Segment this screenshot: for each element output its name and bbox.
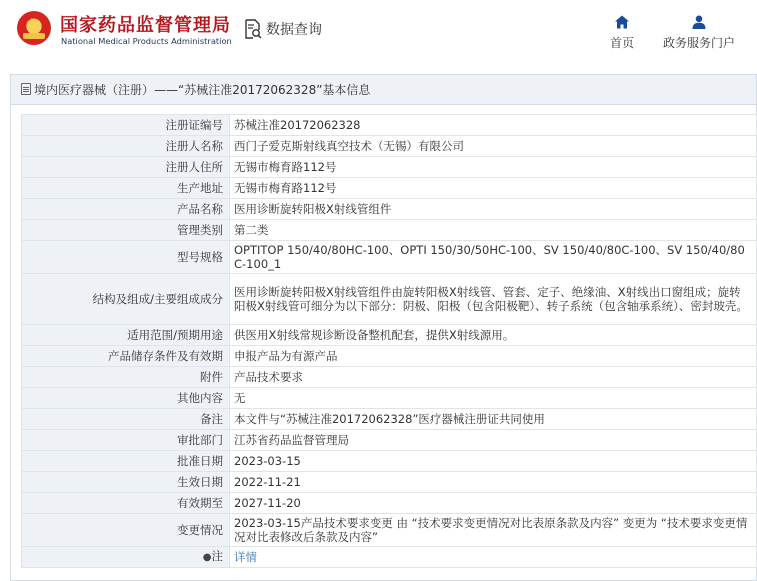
document-icon: [21, 83, 31, 95]
row-value: 无锡市梅育路112号: [230, 157, 757, 178]
row-label: 注册人名称: [22, 136, 230, 157]
search-document-icon: [244, 19, 262, 39]
table-row: [22, 115, 757, 136]
row-label: 其他内容: [22, 388, 230, 409]
emblem-base: [23, 33, 45, 39]
row-value: 医用诊断旋转阳极X射线管组件由旋转阳极X射线管、管套、定子、绝缘油、X射线出口窗组成；旋转阳极X射线管可细分为以下部分：阴极、阳极（包含阳极靶）、转子系统（包含轴承系统）、密封玻壳。: [230, 274, 757, 325]
nav-service-portal[interactable]: [655, 14, 743, 51]
table-row: [22, 199, 757, 220]
note-label-cell: [22, 547, 230, 568]
row-value: 江苏省药品监督管理局: [230, 430, 757, 451]
table-row: [22, 241, 757, 274]
row-value: 2022-11-21: [230, 472, 757, 493]
row-value: OPTITOP 150/40/80HC-100、OPTI 150/30/50HC-100、SV 150/40/80C-100、SV 150/40/80C-100_1: [230, 241, 757, 274]
nav-home-label: 首页: [609, 36, 634, 50]
row-value: 2023-03-15: [230, 451, 757, 472]
row-label: 审批部门: [22, 430, 230, 451]
table-row: [22, 220, 757, 241]
row-value: 2027-11-20: [230, 493, 757, 514]
row-value: 无: [230, 388, 757, 409]
row-label: 生效日期: [22, 472, 230, 493]
row-value: 苏械注准20172062328: [230, 115, 757, 136]
national-emblem-logo[interactable]: [17, 11, 51, 45]
row-value: 本文件与“苏械注准20172062328”医疗器械注册证共同使用: [230, 409, 757, 430]
row-value: 医用诊断旋转阳极X射线管组件: [230, 199, 757, 220]
row-value: 供医用X射线常规诊断设备整机配套，提供X射线源用。: [230, 325, 757, 346]
row-label: 型号规格: [22, 241, 230, 274]
home-icon: [614, 14, 630, 30]
row-label: 批准日期: [22, 451, 230, 472]
record-panel: [10, 74, 757, 581]
row-label: 注册人住所: [22, 157, 230, 178]
row-value: 产品技术要求: [230, 367, 757, 388]
nav-home[interactable]: [604, 14, 640, 51]
table-row: [22, 136, 757, 157]
row-value: 2023-03-15产品技术要求变更 由 “技术要求变更情况对比表原条款及内容” 变更为 “技术要求变更情况对比表修改后条款及内容”: [230, 514, 757, 547]
details-link[interactable]: 详情: [234, 550, 257, 564]
table-row: [22, 472, 757, 493]
table-row: [22, 346, 757, 367]
data-query-label: 数据查询: [266, 22, 322, 38]
star-icon: ★: [26, 16, 38, 31]
row-label: 管理类别: [22, 220, 230, 241]
table-row: [22, 493, 757, 514]
table-row: [22, 157, 757, 178]
table-row: [22, 367, 757, 388]
row-label: 产品名称: [22, 199, 230, 220]
row-value: 西门子爱克斯射线真空技术（无锡）有限公司: [230, 136, 757, 157]
brand-name-en[interactable]: National Medical Products Administration: [61, 36, 232, 46]
panel-title-text: 境内医疗器械（注册）——“苏械注准20172062328”基本信息: [34, 83, 371, 97]
table-row: [22, 178, 757, 199]
row-label: 结构及组成/主要组成成分: [22, 274, 230, 325]
row-label: 附件: [22, 367, 230, 388]
table-row: [22, 325, 757, 346]
row-label: 产品储存条件及有效期: [22, 346, 230, 367]
site-header: [0, 0, 757, 64]
row-label: 备注: [22, 409, 230, 430]
row-value: 无锡市梅育路112号: [230, 178, 757, 199]
row-label: 注: [211, 549, 223, 563]
brand-name-cn[interactable]: 国家药品监督管理局: [60, 15, 231, 36]
row-label: 变更情况: [22, 514, 230, 547]
pin-icon: ●: [202, 552, 212, 563]
table-row: [22, 451, 757, 472]
table-row: [22, 274, 757, 325]
row-value: [230, 547, 757, 568]
table-row: [22, 409, 757, 430]
row-label: 适用范围/预期用途: [22, 325, 230, 346]
table-row: [22, 388, 757, 409]
row-label: 有效期至: [22, 493, 230, 514]
info-table: [21, 114, 757, 568]
row-value: 申报产品为有源产品: [230, 346, 757, 367]
table-row: [22, 430, 757, 451]
row-label: 生产地址: [22, 178, 230, 199]
row-value: 第二类: [230, 220, 757, 241]
row-label: 注册证编号: [22, 115, 230, 136]
table-row: [22, 547, 757, 568]
nav-service-label: 政务服务门户: [662, 36, 735, 50]
panel-title: [11, 75, 756, 105]
user-icon: [691, 14, 707, 30]
table-row: [22, 514, 757, 547]
